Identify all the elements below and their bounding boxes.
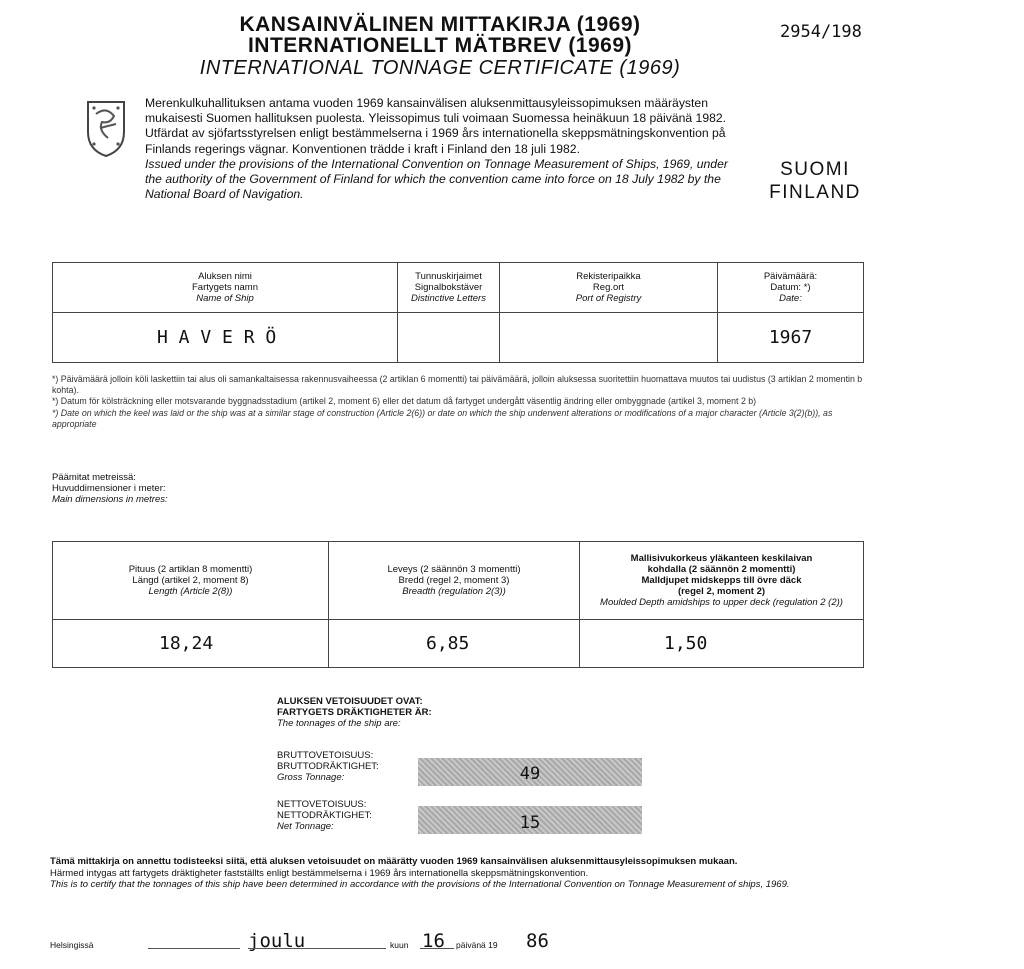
- header-label: Moulded Depth amidships to upper deck (regulation 2 (2)): [600, 597, 843, 608]
- header-label: Päivämäärä:: [763, 271, 818, 282]
- header-label: Signalbokstäver: [414, 282, 483, 293]
- ship-table-value-row: [53, 313, 864, 363]
- main-dimensions-table: [52, 541, 864, 668]
- header-label: Breadth (regulation 2(3)): [402, 586, 506, 597]
- dims-heading-english: Main dimensions in metres:: [52, 494, 168, 505]
- dims-heading-finnish: Päämitat metreissä:: [52, 472, 136, 483]
- port-of-registry-value: [500, 313, 718, 363]
- country-swedish: FINLAND: [769, 182, 861, 203]
- kuun-label: kuun: [390, 940, 409, 950]
- header-label: Bredd (regel 2, moment 3): [398, 575, 510, 586]
- date-value: 1967: [718, 313, 864, 363]
- header-label: Name of Ship: [196, 293, 254, 304]
- ship-name-value: H A V E R Ö: [53, 313, 398, 363]
- header-ship-name: [53, 263, 398, 313]
- date-footnotes: [52, 374, 872, 430]
- year-handwritten: 86: [526, 930, 549, 952]
- gross-tonnage-box: [418, 758, 642, 786]
- issuing-statement: [145, 96, 745, 202]
- coat-of-arms-icon: [80, 94, 132, 160]
- title-finnish: KANSAINVÄLINEN MITTAKIRJA (1969): [239, 13, 641, 36]
- tonnages-heading-english: The tonnages of the ship are:: [277, 718, 401, 729]
- main-dimensions-heading: [52, 472, 168, 505]
- ship-table-header-row: [53, 263, 864, 313]
- length-value: 18,24: [53, 620, 329, 668]
- header-label: Mallisivukorkeus yläkanteen keskilaivan: [630, 553, 813, 564]
- attestation-statement: [50, 856, 880, 891]
- header-label: Tunnuskirjaimet: [415, 271, 482, 282]
- certificate-titles: [120, 14, 760, 80]
- gross-label-finnish: BRUTTOVETOISUUS:: [277, 750, 374, 761]
- attestation-swedish: Härmed intygas att fartygets dräktigheter fastställts enligt bestämmelserna i 1969 års internationella skeppsmätningskonvention.: [50, 867, 589, 879]
- header-distinctive-letters: [398, 263, 500, 313]
- header-moulded-depth: [580, 542, 864, 620]
- tonnages-heading: [277, 696, 432, 729]
- blank-line: [148, 948, 240, 949]
- month-line: [248, 948, 386, 949]
- breadth-value: 6,85: [329, 620, 580, 668]
- month-handwritten: joulu: [248, 930, 306, 952]
- gross-label-swedish: BRUTTODRÄKTIGHET:: [277, 761, 379, 772]
- header-label: Malldjupet midskepps till övre däck: [641, 575, 802, 586]
- gross-tonnage-label: [277, 750, 379, 783]
- footnote-finnish: *) Päivämäärä jolloin köli laskettiin tai alus oli samankaltaisessa rakennusvaiheessa (2 artiklan 6 momentti) tai päivämäärä, jolloin aluksessa suoritettiin huomattava muutos tai uudistus (3 artiklan 2 momentin b kohta).: [52, 374, 863, 396]
- title-swedish: INTERNATIONELLT MÄTBREV (1969): [247, 34, 633, 57]
- header-label: Port of Registry: [575, 293, 642, 304]
- header-label: Fartygets namn: [192, 282, 258, 293]
- day-line: [420, 948, 454, 949]
- dims-heading-swedish: Huvuddimensioner i meter:: [52, 483, 166, 494]
- net-tonnage-value: 15: [519, 813, 541, 833]
- dims-value-row: [53, 620, 864, 668]
- header-breadth: [329, 542, 580, 620]
- footnote-mark: *): [803, 282, 811, 293]
- net-tonnage-box: [418, 806, 642, 834]
- header-label: Datum:: [770, 282, 802, 293]
- net-label-swedish: NETTODRÄKTIGHET:: [277, 810, 372, 821]
- header-length: [53, 542, 329, 620]
- country-name: [760, 158, 870, 204]
- country-finnish: SUOMI: [780, 159, 850, 180]
- footnote-swedish: *) Datum för kölsträckning eller motsvarande byggnadsstadium (artikel 2, moment 6) eller det datum då fartyget undergått väsentlig ändring eller ombyggnade (artikel 3, moment 2 b): [52, 396, 757, 407]
- header-label: Leveys (2 säännön 3 momentti): [387, 564, 521, 575]
- issued-text-finnish: Merenkulkuhallituksen antama vuoden 1969 kansainvälisen aluksenmittausyleissopimuksen määräysten mukaisesti Suomen hallituksen puolesta. Yleissopimus tuli voimaan Suomessa heinäkuun 18 päivänä 1982.: [145, 96, 727, 126]
- header-label: Rekisteripaikka: [576, 271, 641, 282]
- moulded-depth-value: 1,50: [580, 620, 864, 668]
- issued-text-swedish: Utfärdat av sjöfartsstyrelsen enligt bestämmelserna i 1969 års internationella skeppsmätningskonvention på Finlands regerings vägnar. Konventionen trädde i kraft i Finland den 18 juli 1982.: [145, 126, 726, 156]
- header-label: Date:: [779, 293, 802, 304]
- title-english: INTERNATIONAL TONNAGE CERTIFICATE (1969): [199, 57, 681, 79]
- header-label: (regel 2, moment 2): [677, 586, 766, 597]
- header-label: Distinctive Letters: [411, 293, 486, 304]
- place-date-line: [50, 930, 650, 960]
- header-label: Aluksen nimi: [198, 271, 252, 282]
- header-date: [718, 263, 864, 313]
- tonnages-heading-swedish: FARTYGETS DRÄKTIGHETER ÄR:: [277, 707, 432, 718]
- footnote-english: *) Date on which the keel was laid or the ship was at a similar stage of construction (Article 2(6)) or date on which the ship underwent alterations or modifications of a major character (Article 3(2)(b)), as appropriate: [52, 407, 833, 429]
- dims-header-row: [53, 542, 864, 620]
- net-label-finnish: NETTOVETOISUUS:: [277, 799, 367, 810]
- attestation-finnish: Tämä mittakirja on annettu todisteeksi siitä, että aluksen vetoisuudet on määrätty vuoden 1969 kansainvälisen aluksenmittausyleissopimuksen mukaan.: [50, 856, 738, 867]
- header-label: Pituus (2 artiklan 8 momentti): [128, 564, 253, 575]
- day-handwritten: 16: [422, 930, 445, 952]
- gross-label-english: Gross Tonnage:: [277, 772, 345, 783]
- header-label: Reg.ort: [592, 282, 625, 293]
- header-label: Längd (artikel 2, moment 8): [132, 575, 249, 586]
- place-label: Helsingissä: [50, 940, 94, 950]
- distinctive-letters-value: [398, 313, 500, 363]
- header-label: Length (Article 2(8)): [148, 586, 233, 597]
- ship-particulars-table: [52, 262, 864, 363]
- gross-tonnage-value: 49: [519, 764, 541, 784]
- header-label: kohdalla (2 säännön 2 momentti): [647, 564, 796, 575]
- certificate-number: 2954/198: [780, 22, 862, 42]
- attestation-english: This is to certify that the tonnages of this ship have been determined in accordance with the provisions of the International Convention on Tonnage Measurement of ships, 1969.: [50, 879, 790, 890]
- net-tonnage-label: [277, 799, 372, 832]
- issued-text-english: Issued under the provisions of the International Convention on Tonnage Measurement of Ships, 1969, under the authority of the Government of Finland for which the convention came into force on 18 July 1982 by the National Board of Navigation.: [145, 156, 728, 202]
- paivana-label: päivänä 19: [456, 940, 498, 950]
- header-port-of-registry: [500, 263, 718, 313]
- tonnages-heading-finnish: ALUKSEN VETOISUUDET OVAT:: [277, 696, 423, 707]
- net-label-english: Net Tonnage:: [277, 821, 334, 832]
